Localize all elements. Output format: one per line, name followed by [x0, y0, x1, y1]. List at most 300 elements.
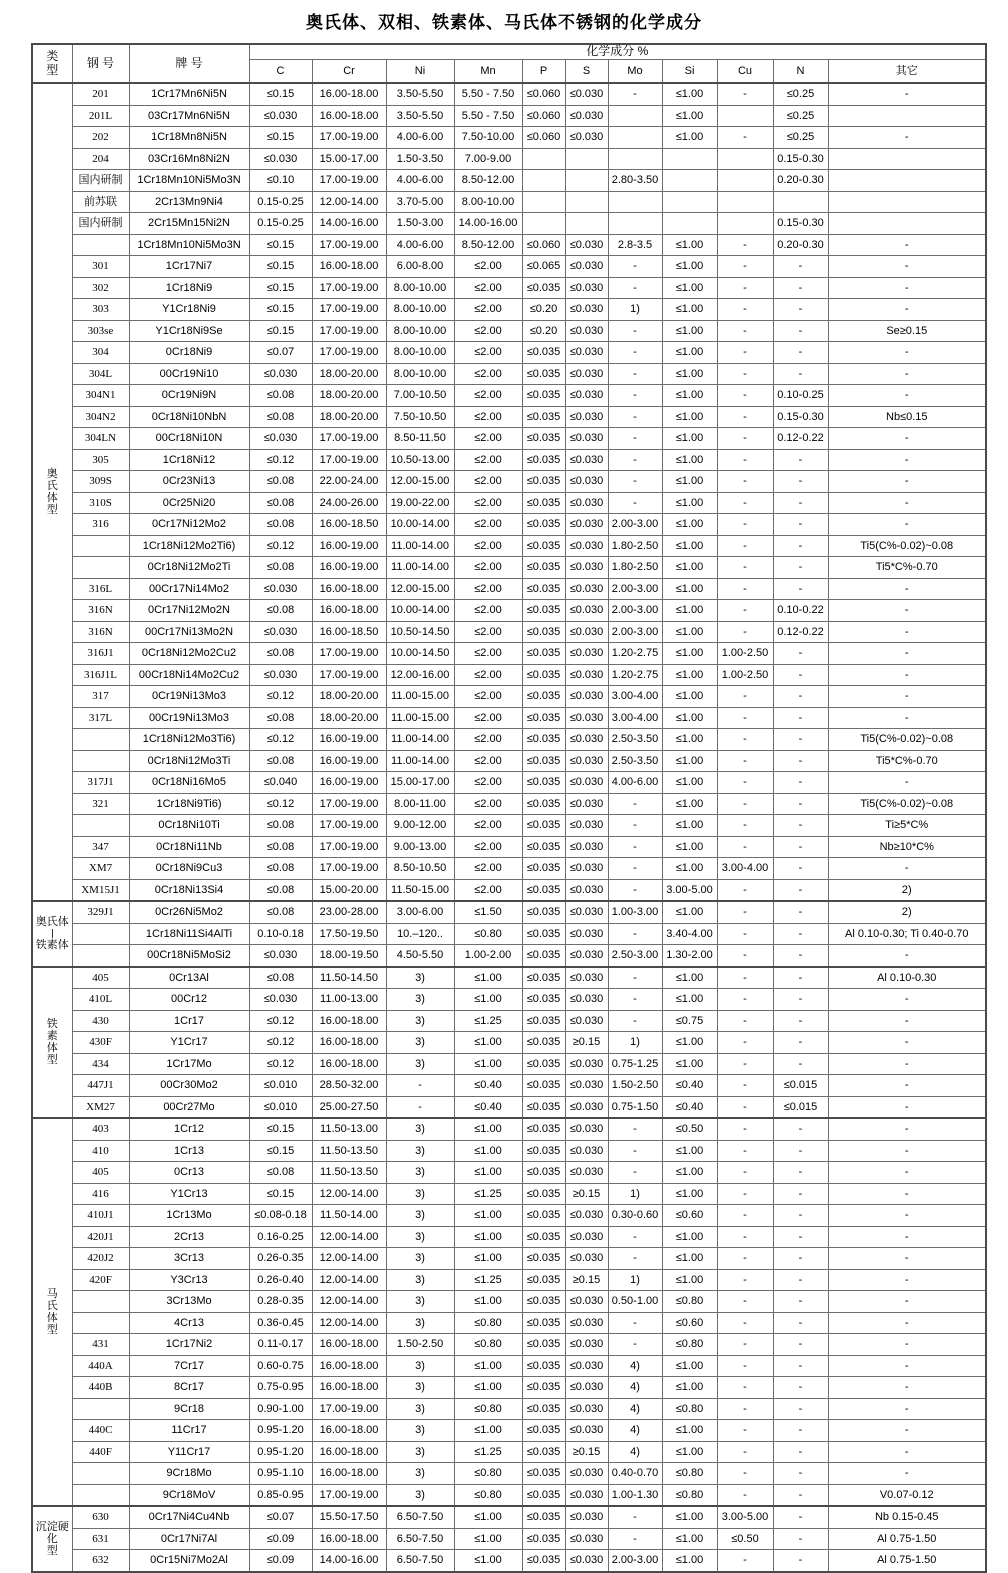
grade-cell: 00Cr12 — [129, 989, 249, 1011]
value-cell-Ni: 8.00-11.00 — [386, 793, 454, 815]
value-cell-P: ≤0.035 — [522, 1506, 565, 1528]
value-cell-S: ≤0.030 — [565, 363, 608, 385]
table-body — [32, 83, 986, 1572]
value-cell-P: ≤0.035 — [522, 621, 565, 643]
value-cell-Mn: ≤1.00 — [454, 1291, 522, 1313]
value-cell-Mn: 5.50 - 7.50 — [454, 105, 522, 127]
value-cell-N: - — [773, 1053, 828, 1075]
steel-no-cell — [72, 1291, 129, 1313]
value-cell-Cu: - — [717, 1140, 773, 1162]
value-cell-N: - — [773, 664, 828, 686]
value-cell-N: - — [773, 1398, 828, 1420]
value-cell-Si: ≤1.00 — [662, 471, 717, 493]
value-cell-N: - — [773, 1528, 828, 1550]
value-cell-Mo: - — [608, 1162, 662, 1184]
value-cell-P: ≤0.035 — [522, 1183, 565, 1205]
value-cell-Cu: - — [717, 1334, 773, 1356]
table-row — [32, 1183, 986, 1205]
grade-cell: 0Cr18Ni16Mo5 — [129, 772, 249, 794]
value-cell-Mo: - — [608, 989, 662, 1011]
value-cell-Si: ≤1.00 — [662, 815, 717, 837]
value-cell-Mo: 3.00-4.00 — [608, 707, 662, 729]
value-cell-C: ≤0.15 — [249, 256, 312, 278]
value-cell-S: ≤0.030 — [565, 858, 608, 880]
value-cell-N: - — [773, 686, 828, 708]
table-row — [32, 492, 986, 514]
header-element-S: S — [565, 60, 608, 84]
value-cell-Cr: 17.00-19.00 — [312, 793, 386, 815]
value-cell-Mo: - — [608, 1506, 662, 1528]
value-cell-C: ≤0.12 — [249, 535, 312, 557]
steel-no-cell: 201 — [72, 83, 129, 105]
value-cell-other: - — [828, 1269, 986, 1291]
value-cell-S: ≥0.15 — [565, 1032, 608, 1054]
value-cell-Cu: - — [717, 492, 773, 514]
value-cell-Si: ≤1.00 — [662, 342, 717, 364]
value-cell-Cu: - — [717, 750, 773, 772]
table-row — [32, 772, 986, 794]
table-row — [32, 1269, 986, 1291]
steel-no-cell — [72, 729, 129, 751]
value-cell-Cr: 16.00-18.50 — [312, 514, 386, 536]
grade-cell: 0Cr23Ni13 — [129, 471, 249, 493]
table-row — [32, 750, 986, 772]
value-cell-other: - — [828, 600, 986, 622]
value-cell-Cr: 12.00-14.00 — [312, 1248, 386, 1270]
value-cell-Mo: - — [608, 277, 662, 299]
value-cell-Mn: ≤2.00 — [454, 342, 522, 364]
value-cell-N: - — [773, 989, 828, 1011]
value-cell-Mo: 4) — [608, 1377, 662, 1399]
value-cell-Cr: 18.00-20.00 — [312, 707, 386, 729]
value-cell-P: ≤0.060 — [522, 127, 565, 149]
value-cell-S: ≤0.030 — [565, 879, 608, 901]
value-cell-Ni: 3) — [386, 1377, 454, 1399]
value-cell-Mn: ≤2.00 — [454, 535, 522, 557]
value-cell-Cr: 16.00-18.00 — [312, 1420, 386, 1442]
value-cell-S: ≤0.030 — [565, 127, 608, 149]
value-cell-Ni: 7.00-10.50 — [386, 385, 454, 407]
value-cell-Mn: 8.00-10.00 — [454, 191, 522, 213]
value-cell-Cu: - — [717, 729, 773, 751]
value-cell-N: - — [773, 643, 828, 665]
value-cell-Cr: 17.00-19.00 — [312, 836, 386, 858]
value-cell-S: ≤0.030 — [565, 750, 608, 772]
value-cell-P: ≤0.035 — [522, 428, 565, 450]
value-cell-Si: 3.40-4.00 — [662, 923, 717, 945]
value-cell-P: ≤0.035 — [522, 707, 565, 729]
value-cell-Mn: ≤2.00 — [454, 406, 522, 428]
value-cell-Mn: ≤0.80 — [454, 1334, 522, 1356]
value-cell-Si: ≤0.40 — [662, 1075, 717, 1097]
value-cell-Mo: - — [608, 1334, 662, 1356]
value-cell-other: - — [828, 1248, 986, 1270]
value-cell-Mo: 1) — [608, 1032, 662, 1054]
value-cell-N: - — [773, 342, 828, 364]
value-cell-Si: ≤0.80 — [662, 1334, 717, 1356]
value-cell-N: - — [773, 1377, 828, 1399]
value-cell-Mn: ≤2.00 — [454, 729, 522, 751]
value-cell-P: ≤0.065 — [522, 256, 565, 278]
steel-no-cell: XM15J1 — [72, 879, 129, 901]
value-cell-Si: ≤1.00 — [662, 428, 717, 450]
value-cell-N: - — [773, 1484, 828, 1506]
value-cell-other: - — [828, 1140, 986, 1162]
row-group-label: 奥氏体 铁素体 — [32, 901, 72, 967]
steel-no-cell — [72, 945, 129, 967]
value-cell-Cu: - — [717, 1355, 773, 1377]
steel-no-cell: 202 — [72, 127, 129, 149]
value-cell-P: ≤0.035 — [522, 1441, 565, 1463]
steel-no-cell: 316J1 — [72, 643, 129, 665]
value-cell-C: ≤0.030 — [249, 989, 312, 1011]
value-cell-Cr: 16.00-18.00 — [312, 1528, 386, 1550]
value-cell-P — [522, 213, 565, 235]
table-row — [32, 1226, 986, 1248]
value-cell-Ni: - — [386, 1096, 454, 1118]
steel-no-cell: 316L — [72, 578, 129, 600]
value-cell-Si: ≤1.00 — [662, 514, 717, 536]
grade-cell: 0Cr18Ni12Mo3Ti — [129, 750, 249, 772]
value-cell-Mo: 1.80-2.50 — [608, 557, 662, 579]
value-cell-other: - — [828, 277, 986, 299]
value-cell-Cr: 16.00-19.00 — [312, 535, 386, 557]
grade-cell: 1Cr18Mn10Ni5Mo3N — [129, 234, 249, 256]
value-cell-Ni: 8.50-10.50 — [386, 858, 454, 880]
value-cell-P: ≤0.035 — [522, 1205, 565, 1227]
value-cell-Cr: 18.00-19.50 — [312, 945, 386, 967]
value-cell-S: ≥0.15 — [565, 1441, 608, 1463]
steel-no-cell — [72, 557, 129, 579]
value-cell-N: - — [773, 793, 828, 815]
value-cell-Cr: 11.50-14.50 — [312, 967, 386, 989]
value-cell-Ni: 8.00-10.00 — [386, 277, 454, 299]
value-cell-C: ≤0.12 — [249, 1053, 312, 1075]
table-row — [32, 1010, 986, 1032]
value-cell-C: ≤0.08 — [249, 643, 312, 665]
value-cell-C: ≤0.12 — [249, 793, 312, 815]
value-cell-S: ≤0.030 — [565, 299, 608, 321]
value-cell-Mn: 7.50-10.00 — [454, 127, 522, 149]
value-cell-P: ≤0.035 — [522, 1096, 565, 1118]
value-cell-S: ≤0.030 — [565, 1506, 608, 1528]
value-cell-Si: ≤1.00 — [662, 1377, 717, 1399]
value-cell-C: 0.95-1.20 — [249, 1441, 312, 1463]
value-cell-Ni: 11.50-15.00 — [386, 879, 454, 901]
value-cell-Ni: 10.00-14.00 — [386, 514, 454, 536]
value-cell-Ni: 8.50-11.50 — [386, 428, 454, 450]
value-cell-N: - — [773, 1441, 828, 1463]
table-row — [32, 385, 986, 407]
value-cell-Cr: 11.50-13.50 — [312, 1140, 386, 1162]
grade-cell: 0Cr18Ni12Mo2Ti — [129, 557, 249, 579]
table-row — [32, 191, 986, 213]
value-cell-S: ≤0.030 — [565, 320, 608, 342]
value-cell-Ni: 3) — [386, 967, 454, 989]
steel-no-cell — [72, 750, 129, 772]
grade-cell: 00Cr17Ni14Mo2 — [129, 578, 249, 600]
value-cell-Mo: - — [608, 815, 662, 837]
value-cell-Cu: - — [717, 1398, 773, 1420]
grade-cell: 2Cr13 — [129, 1226, 249, 1248]
grade-cell: Y11Cr17 — [129, 1441, 249, 1463]
value-cell-Ni: 15.00-17.00 — [386, 772, 454, 794]
value-cell-Cr: 16.00-18.00 — [312, 105, 386, 127]
value-cell-other: Al 0.75-1.50 — [828, 1528, 986, 1550]
value-cell-C: ≤0.08 — [249, 600, 312, 622]
value-cell-S: ≤0.030 — [565, 1484, 608, 1506]
value-cell-Cu: - — [717, 1183, 773, 1205]
value-cell-S: ≤0.030 — [565, 967, 608, 989]
table-row — [32, 1528, 986, 1550]
value-cell-Mn: ≤2.00 — [454, 363, 522, 385]
value-cell-C: ≤0.15 — [249, 1183, 312, 1205]
value-cell-other: 2) — [828, 901, 986, 923]
value-cell-other: - — [828, 989, 986, 1011]
value-cell-N: - — [773, 879, 828, 901]
value-cell-Cr: 17.00-19.00 — [312, 320, 386, 342]
steel-no-cell: 前苏联 — [72, 191, 129, 213]
value-cell-P: ≤0.035 — [522, 557, 565, 579]
value-cell-S: ≤0.030 — [565, 1550, 608, 1572]
value-cell-Mn: ≤1.25 — [454, 1441, 522, 1463]
value-cell-Cr: 17.00-19.00 — [312, 1398, 386, 1420]
value-cell-other: - — [828, 514, 986, 536]
value-cell-N: - — [773, 449, 828, 471]
value-cell-Cr: 24.00-26.00 — [312, 492, 386, 514]
value-cell-Si: ≤1.00 — [662, 127, 717, 149]
value-cell-Cu — [717, 170, 773, 192]
value-cell-Mn: ≤0.40 — [454, 1075, 522, 1097]
value-cell-Mo: - — [608, 449, 662, 471]
grade-cell: 2Cr13Mn9Ni4 — [129, 191, 249, 213]
value-cell-Mo: - — [608, 428, 662, 450]
value-cell-other: Ti5(C%-0.02)~0.08 — [828, 535, 986, 557]
value-cell-Mn: ≤0.80 — [454, 923, 522, 945]
value-cell-S: ≤0.030 — [565, 1463, 608, 1485]
value-cell-N: - — [773, 836, 828, 858]
row-group-label: 沉淀硬 化 型 — [32, 1506, 72, 1572]
value-cell-Cu: - — [717, 471, 773, 493]
steel-no-cell: 304 — [72, 342, 129, 364]
value-cell-Si: ≤1.00 — [662, 793, 717, 815]
table-row — [32, 815, 986, 837]
value-cell-Cu: - — [717, 1312, 773, 1334]
value-cell-C: ≤0.08 — [249, 836, 312, 858]
value-cell-P: ≤0.060 — [522, 83, 565, 105]
header-composition: 化学成分 % — [249, 44, 986, 60]
value-cell-S: ≤0.030 — [565, 836, 608, 858]
value-cell-Si: ≤1.00 — [662, 664, 717, 686]
value-cell-C: ≤0.08 — [249, 514, 312, 536]
value-cell-Si: ≤1.00 — [662, 385, 717, 407]
value-cell-N: - — [773, 750, 828, 772]
value-cell-P: ≤0.035 — [522, 1398, 565, 1420]
value-cell-Mn: ≤2.00 — [454, 836, 522, 858]
value-cell-S: ≤0.030 — [565, 945, 608, 967]
value-cell-S: ≤0.030 — [565, 707, 608, 729]
value-cell-Cr: 12.00-14.00 — [312, 1183, 386, 1205]
value-cell-other — [828, 105, 986, 127]
value-cell-N: 0.15-0.30 — [773, 213, 828, 235]
value-cell-C: 0.26-0.35 — [249, 1248, 312, 1270]
value-cell-C: ≤0.08-0.18 — [249, 1205, 312, 1227]
value-cell-S: ≤0.030 — [565, 1528, 608, 1550]
value-cell-C: ≤0.09 — [249, 1550, 312, 1572]
value-cell-P: ≤0.035 — [522, 967, 565, 989]
value-cell-Mn: ≤1.25 — [454, 1269, 522, 1291]
value-cell-Cr: 16.00-18.00 — [312, 1463, 386, 1485]
value-cell-S: ≤0.030 — [565, 1053, 608, 1075]
header-element-Mn: Mn — [454, 60, 522, 84]
value-cell-P: ≤0.035 — [522, 492, 565, 514]
value-cell-other: - — [828, 1226, 986, 1248]
value-cell-Mn: ≤2.00 — [454, 277, 522, 299]
value-cell-other: - — [828, 1420, 986, 1442]
value-cell-Cr: 15.00-20.00 — [312, 879, 386, 901]
value-cell-P: ≤0.035 — [522, 535, 565, 557]
value-cell-N: - — [773, 1291, 828, 1313]
value-cell-Ni: 11.00-14.00 — [386, 557, 454, 579]
table-row — [32, 729, 986, 751]
value-cell-Ni: 6.00-8.00 — [386, 256, 454, 278]
value-cell-Cr: 17.00-19.00 — [312, 449, 386, 471]
steel-no-cell: 405 — [72, 1162, 129, 1184]
value-cell-N: - — [773, 858, 828, 880]
value-cell-other: - — [828, 772, 986, 794]
table-row — [32, 967, 986, 989]
value-cell-Si: ≤1.00 — [662, 1032, 717, 1054]
value-cell-Cr: 12.00-14.00 — [312, 1226, 386, 1248]
value-cell-other: - — [828, 1463, 986, 1485]
value-cell-Mo: 4) — [608, 1355, 662, 1377]
value-cell-N: 0.10-0.25 — [773, 385, 828, 407]
value-cell-Mn: ≤2.00 — [454, 471, 522, 493]
value-cell-Ni: 3) — [386, 1355, 454, 1377]
steel-no-cell: XM7 — [72, 858, 129, 880]
grade-cell: 1Cr18Ni12Mo2Ti6) — [129, 535, 249, 557]
table-row — [32, 299, 986, 321]
value-cell-Mo: - — [608, 471, 662, 493]
steel-no-cell: XM27 — [72, 1096, 129, 1118]
value-cell-Mn: ≤1.00 — [454, 989, 522, 1011]
value-cell-Ni: 3) — [386, 1162, 454, 1184]
value-cell-C: ≤0.12 — [249, 729, 312, 751]
value-cell-C: ≤0.08 — [249, 492, 312, 514]
value-cell-other: - — [828, 664, 986, 686]
value-cell-Cu: - — [717, 299, 773, 321]
value-cell-P: ≤0.035 — [522, 858, 565, 880]
value-cell-S: ≤0.030 — [565, 342, 608, 364]
value-cell-Si: ≤1.00 — [662, 1506, 717, 1528]
value-cell-Mn: ≤2.00 — [454, 320, 522, 342]
value-cell-N: - — [773, 299, 828, 321]
value-cell-C: ≤0.08 — [249, 858, 312, 880]
value-cell-N: - — [773, 707, 828, 729]
value-cell-S — [565, 148, 608, 170]
value-cell-Cr: 11.50-13.50 — [312, 1162, 386, 1184]
value-cell-Si: ≤1.00 — [662, 836, 717, 858]
value-cell-Mo: 1.00-1.30 — [608, 1484, 662, 1506]
value-cell-Ni: 7.50-10.50 — [386, 406, 454, 428]
value-cell-P: ≤0.035 — [522, 1032, 565, 1054]
value-cell-S: ≤0.030 — [565, 557, 608, 579]
value-cell-Ni: 3) — [386, 1010, 454, 1032]
table-row — [32, 858, 986, 880]
page-title: 奥氏体、双相、铁素体、马氏体不锈钢的化学成分 — [306, 13, 702, 32]
value-cell-Mn: ≤1.00 — [454, 1550, 522, 1572]
value-cell-Mo: - — [608, 1010, 662, 1032]
value-cell-Si: ≤1.00 — [662, 406, 717, 428]
grade-cell: 9Cr18 — [129, 1398, 249, 1420]
value-cell-Mn: ≤2.00 — [454, 858, 522, 880]
value-cell-C: ≤0.010 — [249, 1075, 312, 1097]
value-cell-P: ≤0.035 — [522, 772, 565, 794]
value-cell-Cu: - — [717, 945, 773, 967]
value-cell-Cr: 12.00-14.00 — [312, 191, 386, 213]
steel-no-cell — [72, 923, 129, 945]
value-cell-Mo: - — [608, 342, 662, 364]
value-cell-other: Al 0.10-0.30; Ti 0.40-0.70 — [828, 923, 986, 945]
value-cell-S: ≤0.030 — [565, 793, 608, 815]
value-cell-C: ≤0.08 — [249, 385, 312, 407]
value-cell-C: ≤0.08 — [249, 406, 312, 428]
value-cell-Si: 3.00-5.00 — [662, 879, 717, 901]
table-row — [32, 1355, 986, 1377]
value-cell-Mn: ≤2.00 — [454, 772, 522, 794]
value-cell-Ni: 8.00-10.00 — [386, 363, 454, 385]
steel-no-cell: 301 — [72, 256, 129, 278]
value-cell-Cr: 17.50-19.50 — [312, 923, 386, 945]
value-cell-Ni: 3) — [386, 1441, 454, 1463]
value-cell-Cu: - — [717, 600, 773, 622]
value-cell-Ni: 6.50-7.50 — [386, 1506, 454, 1528]
value-cell-Si: ≤1.00 — [662, 772, 717, 794]
grade-cell: 00Cr27Mo — [129, 1096, 249, 1118]
value-cell-Cu: - — [717, 1248, 773, 1270]
value-cell-Cu: - — [717, 772, 773, 794]
value-cell-Ni: 3) — [386, 1463, 454, 1485]
value-cell-Mn: ≤1.00 — [454, 1506, 522, 1528]
value-cell-Mo: - — [608, 1140, 662, 1162]
steel-no-cell: 430F — [72, 1032, 129, 1054]
table-row — [32, 1205, 986, 1227]
value-cell-N: - — [773, 492, 828, 514]
value-cell-Ni: 3) — [386, 1053, 454, 1075]
value-cell-Ni: 4.00-6.00 — [386, 234, 454, 256]
value-cell-S: ≤0.030 — [565, 492, 608, 514]
steel-no-cell: 410L — [72, 989, 129, 1011]
value-cell-Si: ≤1.00 — [662, 492, 717, 514]
value-cell-P: ≤0.035 — [522, 836, 565, 858]
value-cell-Si: ≤1.00 — [662, 1550, 717, 1572]
value-cell-N: - — [773, 901, 828, 923]
value-cell-P: ≤0.035 — [522, 449, 565, 471]
value-cell-Si: ≤1.00 — [662, 643, 717, 665]
value-cell-Mo: 0.40-0.70 — [608, 1463, 662, 1485]
value-cell-Ni: 19.00-22.00 — [386, 492, 454, 514]
value-cell-Ni: 3.00-6.00 — [386, 901, 454, 923]
value-cell-Ni: 3) — [386, 1269, 454, 1291]
value-cell-P: ≤0.035 — [522, 1140, 565, 1162]
table-row — [32, 643, 986, 665]
value-cell-Cu: - — [717, 406, 773, 428]
grade-cell: 1Cr17Mo — [129, 1053, 249, 1075]
value-cell-other: Ti5*C%-0.70 — [828, 557, 986, 579]
value-cell-Si: 1.30-2.00 — [662, 945, 717, 967]
value-cell-Cr: 14.00-16.00 — [312, 1550, 386, 1572]
value-cell-Mn: ≤2.00 — [454, 600, 522, 622]
